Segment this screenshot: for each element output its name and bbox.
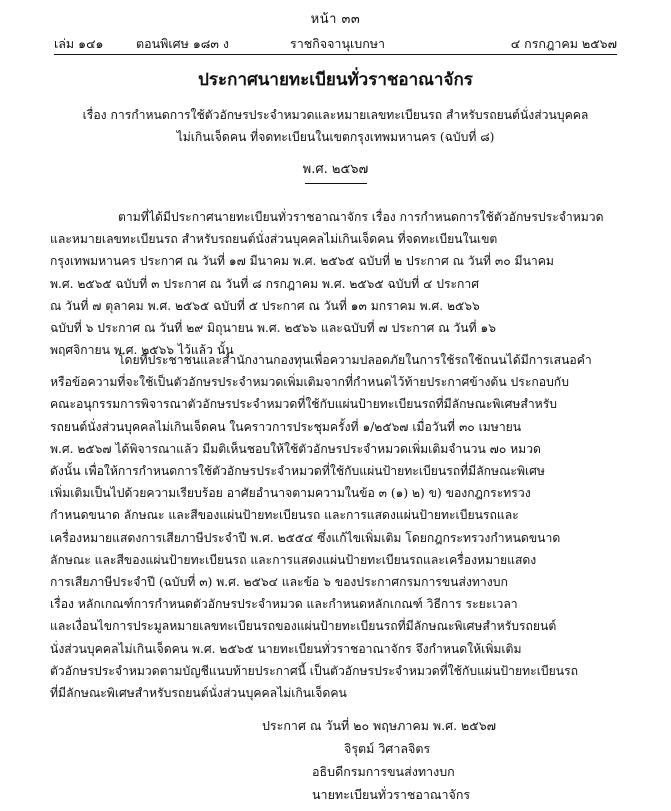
announcement-title: ประกาศนายทะเบียนทั่วราชอาณาจักร [198, 70, 473, 90]
paragraph-line: เพิ่มเติมเป็นไปด้วยความเรียบร้อย อาศัยอำนาจตามความในข้อ ๓ (๑) ๒) ข) ของกฎกระทรวง [50, 486, 531, 501]
signer-position: อธิบดีกรมการขนส่งทางบก [312, 764, 455, 779]
paragraph-line: ตัวอักษรประจำหมวดตามบัญชีแนบท้ายประกาศนี้ เป็นตัวอักษรประจำหมวดที่ใช้กับแผ่นป้ายทะเบียนรถ [50, 663, 579, 678]
announced-date: ประกาศ ณ วันที่ ๒๐ พฤษภาคม พ.ศ. ๒๕๖๗ [262, 718, 497, 733]
paragraph-line: และเงื่อนไขการประมูลหมายเลขทะเบียนรถของแผ่นป้ายทะเบียนรถที่มีลักษณะพิเศษสำหรับรถยนต์ [50, 619, 557, 634]
paragraph-line: ตามที่ได้มีประกาศนายทะเบียนทั่วราชอาณาจักร เรื่อง การกำหนดการใช้ตัวอักษรประจำหมวด [118, 210, 604, 224]
header-journal: ราชกิจจานุเบกษา [290, 36, 386, 51]
header-date: ๔ กรกฎาคม ๒๕๖๗ [510, 36, 617, 51]
paragraph-1 [50, 206, 621, 361]
announcement-era: พ.ศ. ๒๕๖๗ [302, 162, 369, 177]
paragraph-line: เรื่อง หลักเกณฑ์การกำหนดตัวอักษรประจำหมวด และกำหนดหลักเกณฑ์ วิธีการ ระยะเวลา [50, 597, 518, 612]
paragraph-line: การเสียภาษีประจำปี (ฉบับที่ ๓) พ.ศ. ๒๕๖๔ และข้อ ๖ ของประกาศกรมการขนส่งทางบก [50, 575, 508, 590]
paragraph-line: คณะอนุกรรมการพิจารณาตัวอักษรประจำหมวดที่ใช้กับแผ่นป้ายทะเบียนรถที่มีลักษณะพิเศษสำหรับ [50, 397, 557, 412]
paragraph-line: ดังนั้น เพื่อให้การกำหนดการใช้ตัวอักษรประจำหมวดที่ใช้กับแผ่นป้ายทะเบียนรถที่มีลักษณะพิเศษ [50, 464, 545, 479]
paragraph-line: กรุงเทพมหานคร ประกาศ ณ วันที่ ๑๗ มีนาคม พ.ศ. ๒๕๖๕ ฉบับที่ ๒ ประกาศ ณ วันที่ ๓๐ มีนาคม [50, 254, 554, 269]
header-rule [54, 54, 617, 55]
subject-line: ไม่เกินเจ็ดคน ที่จดทะเบียนในเขตกรุงเทพมหานคร (ฉบับที่ ๘) [176, 130, 495, 144]
paragraph-line: และหมายเลขทะเบียนรถ สำหรับรถยนต์นั่งส่วนบุคคลไม่เกินเจ็ดคน ที่จดทะเบียนในเขต [50, 232, 498, 247]
paragraph-line: พ.ศ. ๒๕๖๕ ฉบับที่ ๓ ประกาศ ณ วันที่ ๘ กรกฎาคม พ.ศ. ๒๕๖๕ ฉบับที่ ๔ ประกาศ [50, 276, 480, 291]
era-rule [305, 183, 367, 184]
paragraph-line: กำหนดขนาด ลักษณะ และสีของแผ่นป้ายทะเบียนรถ และการแสดงแผ่นป้ายทะเบียนรถและ [50, 508, 519, 523]
header-volume: เล่ม ๑๔๑ [54, 36, 104, 51]
signer-position: นายทะเบียนทั่วราชอาณาจักร [312, 787, 471, 802]
signature-block [262, 714, 496, 806]
paragraph-line: พฤศจิกายน พ.ศ. ๒๕๖๖ ไว้แล้ว นั้น [50, 343, 234, 358]
page-number: หน้า ๓๓ [310, 12, 361, 27]
paragraph-line: ฉบับที่ ๖ ประกาศ ณ วันที่ ๒๙ มิถุนายน พ.ศ. ๒๕๖๖ และฉบับที่ ๗ ประกาศ ณ วันที่ ๑๖ [50, 321, 496, 336]
paragraph-line: ณ วันที่ ๗ ตุลาคม พ.ศ. ๒๕๖๕ ฉบับที่ ๕ ประกาศ ณ วันที่ ๑๓ มกราคม พ.ศ. ๒๕๖๖ [50, 298, 480, 313]
paragraph-line: ที่มีลักษณะพิเศษสำหรับรถยนต์นั่งส่วนบุคคลไม่เกินเจ็ดคน [50, 686, 347, 701]
paragraph-line: พ.ศ. ๒๕๖๗ ได้พิจารณาแล้ว มีมติเห็นชอบให้ใช้ตัวอักษรประจำหมวดเพิ่มเติมจำนวน ๗๐ หมวด [50, 441, 541, 456]
paragraph-line: หรือข้อความที่จะใช้เป็นตัวอักษรประจำหมวดเพิ่มเติมจากที่กำหนดไว้ท้ายประกาศข้างต้น ประกอบกับ [50, 375, 569, 390]
paragraph-2 [50, 349, 621, 704]
paragraph-line: เครื่องหมายแสดงการเสียภาษีประจำปี พ.ศ. ๒๕๕๔ ซึ่งแก้ไขเพิ่มเติม โดยกฎกระทรวงกำหนดขนาด [50, 530, 561, 545]
paragraph-line: รถยนต์นั่งส่วนบุคคลไม่เกินเจ็ดคน ในคราวการประชุมครั้งที่ ๑/๒๕๖๗ เมื่อวันที่ ๓๐ เมษายน [50, 419, 522, 434]
paragraph-line: นั่งส่วนบุคคลไม่เกินเจ็ดคน พ.ศ. ๒๕๖๕ นายทะเบียนทั่วราชอาณาจักร จึงกำหนดให้เพิ่มเติม [50, 641, 522, 656]
header-section: ตอนพิเศษ ๑๘๓ ง [136, 36, 230, 51]
signer-name: จิรุตม์ วิศาลจิตร [344, 741, 431, 756]
paragraph-line: โดยที่ประชาชนและสำนักงานกองทุนเพื่อความปลอดภัยในการใช้รถใช้ถนนได้มีการเสนอคำ [118, 353, 592, 367]
announcement-subject [40, 104, 631, 148]
paragraph-line: ลักษณะ และสีของแผ่นป้ายทะเบียนรถ และการแสดงแผ่นป้ายทะเบียนรถและเครื่องหมายแสดง [50, 552, 537, 567]
subject-line: เรื่อง การกำหนดการใช้ตัวอักษรประจำหมวดและหมายเลขทะเบียนรถ สำหรับรถยนต์นั่งส่วนบุคคล [82, 108, 589, 122]
